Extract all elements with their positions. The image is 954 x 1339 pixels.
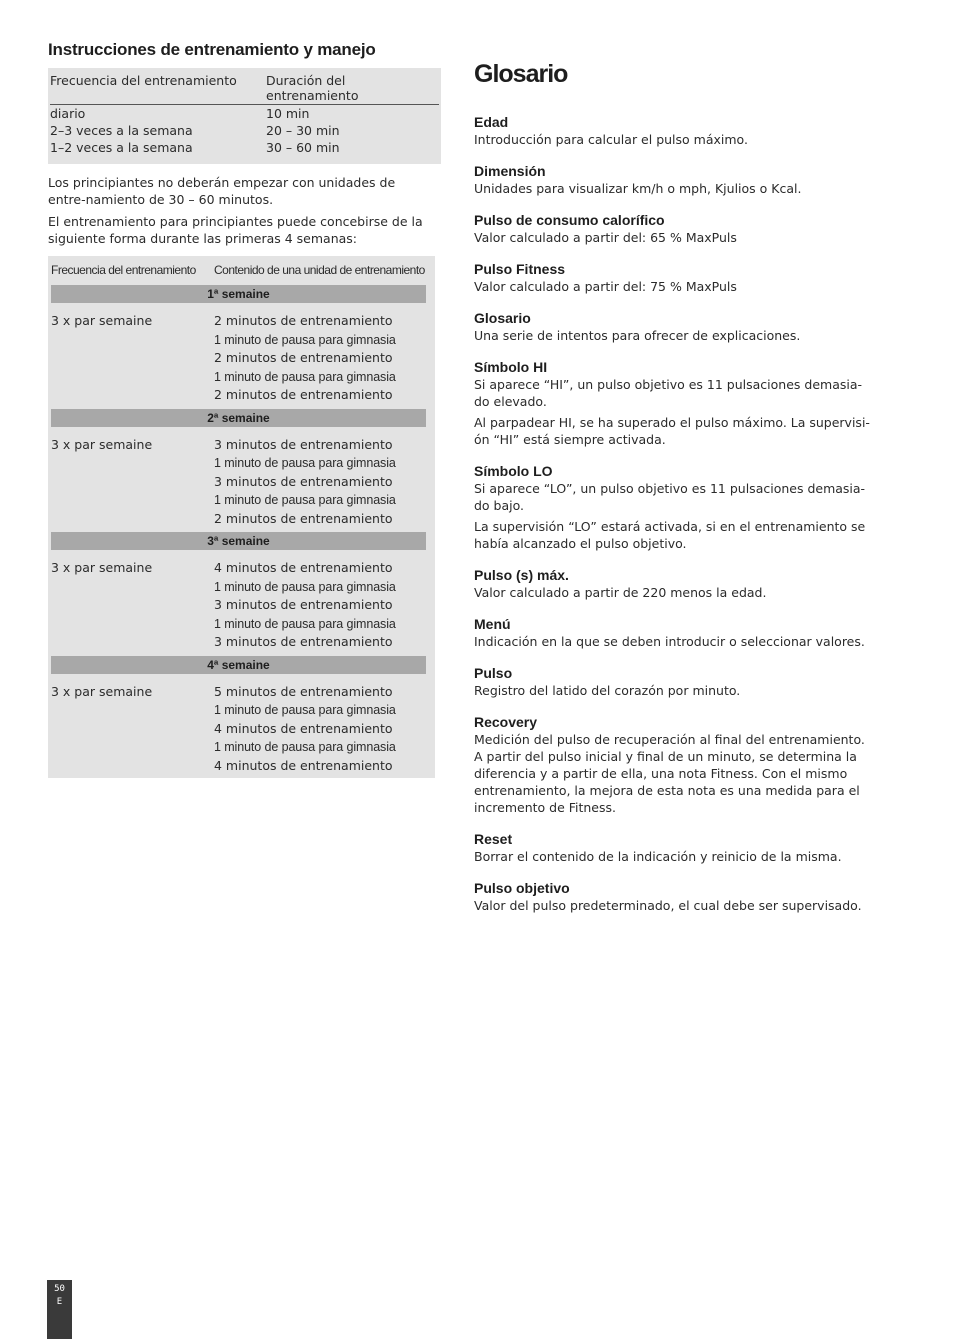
table-row [50, 105, 439, 122]
week-frequency: 3 x par semaine [51, 313, 153, 328]
paragraph-beginners: Los principiantes no deberán empezar con unidades de entre-namiento de 30 – 60 minutos. [48, 175, 396, 207]
glossary-definition: Indicación en la que se deben introducir o seleccionar valores. [474, 634, 865, 649]
week-content-line: 1 minuto de pausa para gimnasia [214, 369, 396, 384]
table-row [50, 122, 439, 139]
week-block [48, 303, 435, 405]
header-duration: Duración del entrenamiento [266, 73, 359, 103]
glossary-term: Reset [474, 831, 513, 847]
week-header: 1ª semaine [51, 285, 426, 303]
glossary-term: Símbolo HI [474, 359, 548, 375]
frequency-cell: 2–3 veces a la semana [50, 123, 193, 138]
week-content-line: 1 minuto de pausa para gimnasia [214, 332, 396, 347]
header-frequency: Frecuencia del entrenamiento [50, 73, 237, 88]
week-frequency: 3 x par semaine [51, 436, 153, 452]
left-column [48, 40, 441, 778]
glossary-term: Dimensión [474, 163, 546, 179]
glossary-entry [474, 212, 874, 246]
page-language: E [56, 1297, 63, 1307]
glossary-entry [474, 261, 874, 295]
glossary-definition: Valor calculado a partir del: 65 % MaxPuls [474, 230, 737, 245]
week-content-line: 1 minuto de pausa para gimnasia [214, 456, 396, 470]
glossary-term: Edad [474, 114, 509, 130]
glossary-entry [474, 163, 874, 197]
glossary-definition: Si aparece “HI”, un pulso objetivo es 11 pulsaciones demasia-do elevado. [474, 377, 863, 409]
glossary-entry [474, 714, 874, 816]
week-content [214, 559, 432, 652]
paragraph-plan-intro: El entrenamiento para principiantes puede concebirse de la siguiente forma durante las primeras 4 semanas: [48, 214, 423, 246]
glossary-entry [474, 359, 874, 448]
glossary-term: Símbolo LO [474, 463, 553, 479]
glossary-term: Pulso Fitness [474, 261, 566, 277]
week-content-line: 4 minutos de entrenamiento [214, 757, 393, 773]
week-content-line: 3 minutos de entrenamiento [214, 597, 393, 612]
duration-cell: 10 min [266, 106, 310, 121]
glossary-title: Glosario [474, 60, 568, 88]
week-content-line: 4 minutos de entrenamiento [214, 720, 393, 736]
glossary-definition: Valor del pulso predeterminado, el cual debe ser supervisado. [474, 898, 862, 913]
glossary-entry [474, 463, 874, 552]
glossary-entry [474, 114, 874, 148]
week-content-line: 1 minuto de pausa para gimnasia [214, 740, 396, 754]
week-content-line: 3 minutos de entrenamiento [214, 436, 393, 452]
week-header: 2ª semaine [51, 409, 426, 427]
glossary-term: Pulso objetivo [474, 880, 570, 896]
week-block [48, 550, 435, 652]
week-content-line: 2 minutos de entrenamiento [214, 350, 393, 365]
frequency-table [48, 68, 441, 164]
glossary-list [474, 114, 874, 914]
week-content-line: 3 minutos de entrenamiento [214, 473, 393, 489]
glossary-definition: Unidades para visualizar km/h o mph, Kjulios o Kcal. [474, 181, 802, 196]
week-content-line: 1 minuto de pausa para gimnasia [214, 703, 396, 717]
glossary-entry [474, 665, 874, 699]
week-content-line: 2 minutos de entrenamiento [214, 510, 393, 526]
training-plan-table [48, 256, 435, 778]
week-block [48, 674, 435, 776]
glossary-entry [474, 310, 874, 344]
week-content-line: 1 minuto de pausa para gimnasia [214, 579, 396, 594]
week-block [48, 427, 435, 529]
duration-cell: 30 – 60 min [266, 140, 340, 155]
glossary-entry [474, 880, 874, 914]
week-header: 4ª semaine [51, 656, 426, 674]
glossary-column [474, 60, 874, 914]
table-row [50, 139, 439, 156]
week-frequency: 3 x par semaine [51, 560, 153, 575]
weeks-container [48, 285, 435, 775]
week-content-line: 2 minutos de entrenamiento [214, 387, 393, 402]
glossary-definition: Medición del pulso de recuperación al final del entrenamiento. A partir del pulso inicial y final de un minuto, se determina la diferencia y a partir de ella, una nota Fitness. Con el mismo entrenamiento, la mejora de esta nota es una medida para el incremento de Fitness. [474, 732, 865, 815]
frequency-cell: 1–2 veces a la semana [50, 140, 193, 155]
glossary-term: Menú [474, 616, 511, 632]
training-plan-header [48, 259, 435, 281]
glossary-definition: Registro del latido del corazón por minuto. [474, 683, 741, 698]
week-content [214, 312, 432, 405]
week-content-line: 2 minutos de entrenamiento [214, 313, 393, 328]
week-content-line: 5 minutos de entrenamiento [214, 683, 393, 699]
glossary-definition: Al parpadear HI, se ha superado el pulso máximo. La supervisi-ón “HI” está siempre activada. [474, 415, 870, 447]
glossary-term: Glosario [474, 310, 531, 326]
frequency-table-header [50, 73, 439, 105]
page-number-tab [47, 1280, 72, 1339]
glossary-term: Pulso de consumo calorífico [474, 212, 665, 228]
week-content [214, 683, 432, 776]
header-frequency: Frecuencia del entrenamiento [51, 263, 196, 277]
week-content-line: 4 minutos de entrenamiento [214, 560, 393, 575]
glossary-definition: Valor calculado a partir de 220 menos la edad. [474, 585, 767, 600]
week-content-line: 3 minutos de entrenamiento [214, 634, 393, 649]
glossary-entry [474, 616, 874, 650]
glossary-term: Pulso [474, 665, 513, 681]
glossary-definition: Borrar el contenido de la indicación y reinicio de la misma. [474, 849, 842, 864]
week-content-line: 1 minuto de pausa para gimnasia [214, 493, 396, 507]
week-header: 3ª semaine [51, 532, 426, 550]
frequency-cell: diario [50, 106, 86, 121]
glossary-entry [474, 831, 874, 865]
glossary-definition: Valor calculado a partir del: 75 % MaxPuls [474, 279, 737, 294]
glossary-term: Pulso (s) máx. [474, 567, 569, 583]
glossary-entry [474, 567, 874, 601]
week-content-line: 1 minuto de pausa para gimnasia [214, 616, 396, 631]
section-title: Instrucciones de entrenamiento y manejo [48, 40, 376, 59]
week-frequency: 3 x par semaine [51, 683, 153, 699]
week-content [214, 436, 432, 529]
glossary-definition: La supervisión “LO” estará activada, si en el entrenamiento se había alcanzado el pulso objetivo. [474, 519, 866, 551]
header-content: Contenido de una unidad de entrenamiento [214, 263, 425, 277]
duration-cell: 20 – 30 min [266, 123, 340, 138]
page-number: 50 [54, 1284, 65, 1294]
glossary-definition: Si aparece “LO”, un pulso objetivo es 11 pulsaciones demasia-do bajo. [474, 481, 866, 513]
glossary-definition: Una serie de intentos para ofrecer de explicaciones. [474, 328, 801, 343]
glossary-term: Recovery [474, 714, 538, 730]
glossary-definition: Introducción para calcular el pulso máximo. [474, 132, 748, 147]
